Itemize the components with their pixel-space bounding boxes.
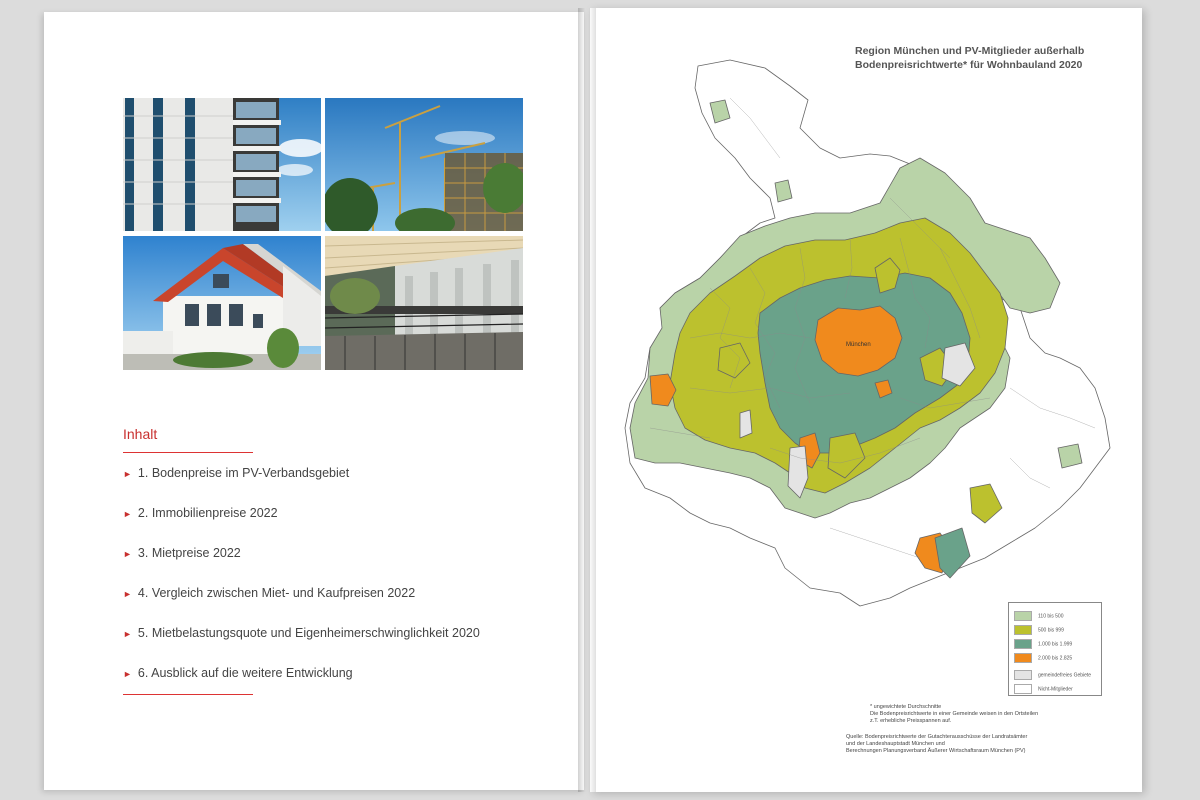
triangle-bullet-icon: ►	[123, 549, 132, 559]
photo-courtyard	[325, 236, 523, 370]
region-map	[590, 8, 1142, 608]
triangle-bullet-icon: ►	[123, 669, 132, 679]
toc-item[interactable]	[123, 466, 349, 480]
legend-swatch	[1014, 670, 1032, 680]
photo-facade	[123, 98, 321, 231]
triangle-bullet-icon: ►	[123, 509, 132, 519]
toc-item[interactable]	[123, 546, 241, 560]
legend-label: gemeindefreies Gebiete	[1038, 672, 1092, 679]
legend-swatch	[1014, 611, 1032, 621]
legend-swatch	[1014, 625, 1032, 635]
source-line: und der Landeshauptstadt München und	[846, 741, 945, 747]
legend-row	[1014, 670, 1091, 680]
toc-item-label: 2. Immobilienpreise 2022	[137, 506, 278, 520]
toc-item-label: 1. Bodenpreise im PV-Verbandsgebiet	[137, 466, 350, 480]
toc-item[interactable]	[123, 626, 480, 640]
right-page	[590, 8, 1142, 792]
legend-label: 110 bis 500	[1038, 613, 1064, 620]
toc-rule-top	[123, 452, 253, 453]
triangle-bullet-icon: ►	[123, 629, 132, 639]
toc-item[interactable]	[123, 506, 278, 520]
toc-item-label: 5. Mietbelastungsquote und Eigenheimerschwinglichkeit 2020	[137, 626, 480, 640]
footnote	[870, 704, 1038, 725]
legend-row	[1014, 653, 1072, 663]
toc-item-label: 4. Vergleich zwischen Miet- und Kaufpreisen 2022	[137, 586, 416, 600]
legend-row	[1014, 611, 1063, 621]
toc-item[interactable]	[123, 586, 415, 600]
toc-item-label: 3. Mietpreise 2022	[137, 546, 241, 560]
legend-label: Nicht-Mitglieder	[1038, 686, 1073, 693]
legend-row	[1014, 625, 1064, 635]
legend-label: 500 bis 999	[1038, 627, 1064, 634]
source-line: Quelle: Bodenpreisrichtwerte der Gutachterausschüsse der Landratsämter	[846, 734, 1028, 740]
map-legend	[1008, 602, 1102, 696]
map-title-line1: Region München und PV-Mitglieder außerhalb	[855, 45, 1085, 57]
left-page	[44, 12, 584, 790]
photo-house	[123, 236, 321, 370]
toc-heading: Inhalt	[123, 426, 158, 442]
photo-construction	[325, 98, 523, 231]
legend-row	[1014, 639, 1072, 649]
map-title-line2: Bodenpreisrichtwerte* für Wohnbauland 2020	[855, 59, 1083, 71]
triangle-bullet-icon: ►	[123, 469, 132, 479]
footnote-line: z.T. erhebliche Preisspannen auf.	[870, 718, 952, 724]
city-label: München	[846, 342, 871, 348]
legend-row	[1014, 684, 1073, 694]
legend-swatch	[1014, 684, 1032, 694]
source-line: Berechnungen Planungsverband Äußerer Wirtschaftsraum München (PV)	[846, 748, 1026, 754]
triangle-bullet-icon: ►	[123, 589, 132, 599]
legend-swatch	[1014, 639, 1032, 649]
footnote-line: Die Bodenpreisrichtwerte in einer Gemeinde weisen in den Ortsteilen	[870, 711, 1039, 717]
book-spine	[578, 8, 596, 792]
source-note	[846, 734, 1027, 755]
legend-label: 1.000 bis 1.999	[1038, 641, 1073, 648]
toc-rule-bottom	[123, 694, 253, 695]
legend-label: 2.000 bis 2.825	[1038, 655, 1073, 662]
toc-item-label: 6. Ausblick auf die weitere Entwicklung	[137, 666, 353, 680]
footnote-line: * ungewichtete Durchschnitte	[870, 704, 942, 710]
toc-item[interactable]	[123, 666, 353, 680]
legend-swatch	[1014, 653, 1032, 663]
